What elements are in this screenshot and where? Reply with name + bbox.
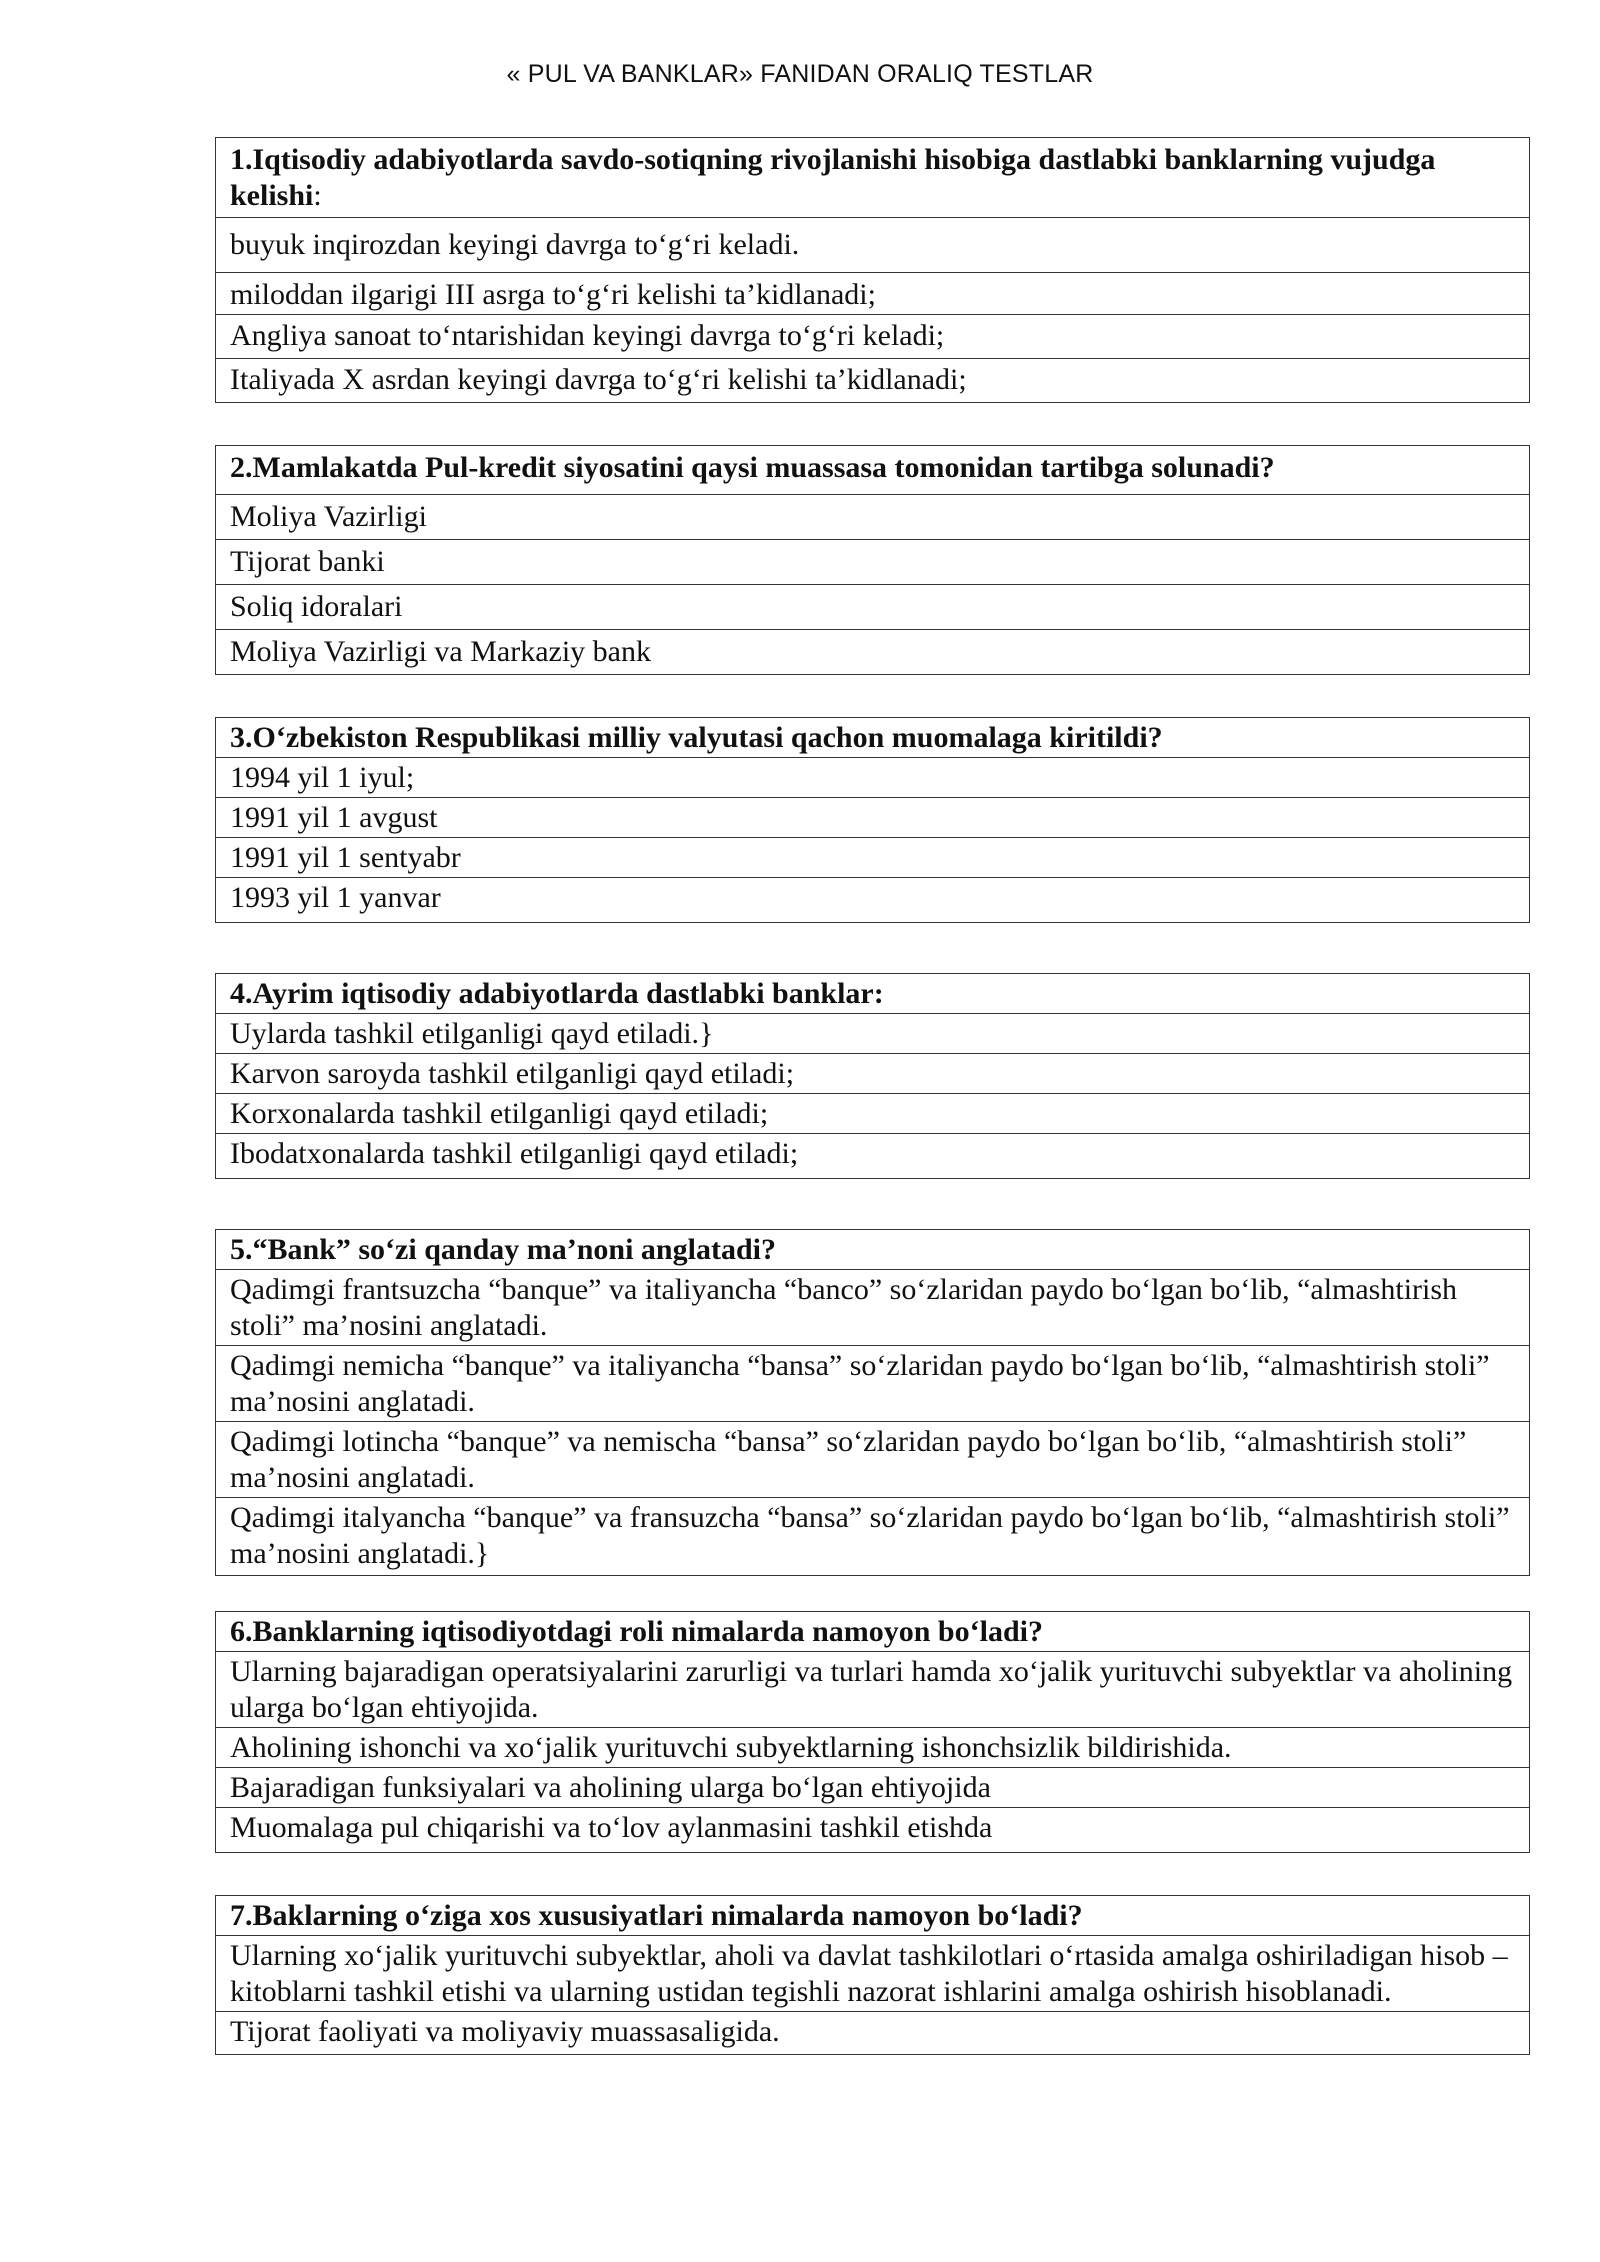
question-4 <box>215 973 1530 1179</box>
question-7-option-a[interactable]: Ularning xo‘jalik yurituvchi subyektlar, aholi va davlat tashkilotlari o‘rtasida amalga oshiriladigan hisob – kitoblarni tashkil etishi va ularning ustidan tegishli nazorat ishlarini amalga oshirish hisoblanadi. <box>216 1935 1529 2011</box>
question-4-option-a[interactable]: Uylarda tashkil etilganligi qayd etiladi.} <box>216 1013 1529 1053</box>
question-7 <box>215 1895 1530 2055</box>
question-3-title: 3.O‘zbekiston Respublikasi milliy valyutasi qachon muomalaga kiritildi? <box>230 721 1163 754</box>
question-1 <box>215 137 1530 403</box>
question-1-option-d[interactable]: Italiyada X asrdan keyingi davrga to‘g‘ri kelishi ta’kidlanadi; <box>216 358 1529 402</box>
question-2 <box>215 445 1530 675</box>
question-5-title: 5.“Bank” so‘zi qanday ma’noni anglatadi? <box>230 1233 776 1266</box>
question-1-option-c[interactable]: Angliya sanoat to‘ntarishidan keyingi davrga to‘g‘ri keladi; <box>216 314 1529 358</box>
question-3 <box>215 717 1530 923</box>
page-header: « PUL VA BANKLAR» FANIDAN ORALIQ TESTLAR <box>506 60 1094 88</box>
question-5-option-b[interactable]: Qadimgi nemicha “banque” va italiyancha “bansa” so‘zlaridan paydo bo‘lgan bo‘lib, “almashtirish stoli” ma’nosini anglatadi. <box>216 1345 1529 1421</box>
question-4-option-d[interactable]: Ibodatxonalarda tashkil etilganligi qayd etiladi; <box>216 1133 1529 1178</box>
question-3-option-a[interactable]: 1994 yil 1 iyul; <box>216 757 1529 797</box>
question-5 <box>215 1229 1530 1576</box>
question-5-option-a[interactable]: Qadimgi frantsuzcha “banque” va italiyancha “banco” so‘zlaridan paydo bo‘lgan bo‘lib, “almashtirish stoli” ma’nosini anglatadi. <box>216 1269 1529 1345</box>
question-4-title: 4.Ayrim iqtisodiy adabiyotlarda dastlabki banklar: <box>230 977 884 1010</box>
question-2-title: 2.Mamlakatda Pul-kredit siyosatini qaysi muassasa tomonidan tartibga solunadi? <box>230 451 1275 484</box>
question-3-option-c[interactable]: 1991 yil 1 sentyabr <box>216 837 1529 877</box>
question-4-option-b[interactable]: Karvon saroyda tashkil etilganligi qayd etiladi; <box>216 1053 1529 1093</box>
question-3-option-d[interactable]: 1993 yil 1 yanvar <box>216 877 1529 922</box>
question-6-title: 6.Banklarning iqtisodiyotdagi roli nimalarda namoyon bo‘ladi? <box>230 1615 1043 1648</box>
question-7-option-b[interactable]: Tijorat faoliyati va moliyaviy muassasaligida. <box>216 2011 1529 2054</box>
question-2-option-d[interactable]: Moliya Vazirligi va Markaziy bank <box>216 629 1529 674</box>
question-6-option-c[interactable]: Bajaradigan funksiyalari va aholining ularga bo‘lgan ehtiyojida <box>216 1767 1529 1807</box>
question-1-option-b[interactable]: miloddan ilgarigi III asrga to‘g‘ri kelishi ta’kidlanadi; <box>216 272 1529 314</box>
question-6-option-d[interactable]: Muomalaga pul chiqarishi va to‘lov aylanmasini tashkil etishda <box>216 1807 1529 1852</box>
question-1-option-a[interactable]: buyuk inqirozdan keyingi davrga to‘g‘ri keladi. <box>216 217 1529 272</box>
question-2-option-b[interactable]: Tijorat banki <box>216 539 1529 584</box>
question-6-option-a[interactable]: Ularning bajaradigan operatsiyalarini zarurligi va turlari hamda xo‘jalik yurituvchi subyektlar va aholining ularga bo‘lgan ehtiyojida. <box>216 1651 1529 1727</box>
question-1-title: 1.Iqtisodiy adabiyotlarda savdo-sotiqning rivojlanishi hisobiga dastlabki banklarning vujudga kelishi: <box>230 143 1436 212</box>
question-4-option-c[interactable]: Korxonalarda tashkil etilganligi qayd etiladi; <box>216 1093 1529 1133</box>
question-5-option-c[interactable]: Qadimgi lotincha “banque” va nemischa “bansa” so‘zlaridan paydo bo‘lgan bo‘lib, “almashtirish stoli” ma’nosini anglatadi. <box>216 1421 1529 1497</box>
question-3-option-b[interactable]: 1991 yil 1 avgust <box>216 797 1529 837</box>
question-7-title: 7.Baklarning o‘ziga xos xususiyatlari nimalarda namoyon bo‘ladi? <box>230 1899 1083 1932</box>
question-6-option-b[interactable]: Aholining ishonchi va xo‘jalik yurituvchi subyektlarning ishonchsizlik bildirishida. <box>216 1727 1529 1767</box>
question-2-option-a[interactable]: Moliya Vazirligi <box>216 494 1529 539</box>
question-5-option-d[interactable]: Qadimgi italyancha “banque” va fransuzcha “bansa” so‘zlaridan paydo bo‘lgan bo‘lib, “almashtirish stoli” ma’nosini anglatadi.} <box>216 1497 1529 1575</box>
question-6 <box>215 1611 1530 1853</box>
question-2-option-c[interactable]: Soliq idoralari <box>216 584 1529 629</box>
